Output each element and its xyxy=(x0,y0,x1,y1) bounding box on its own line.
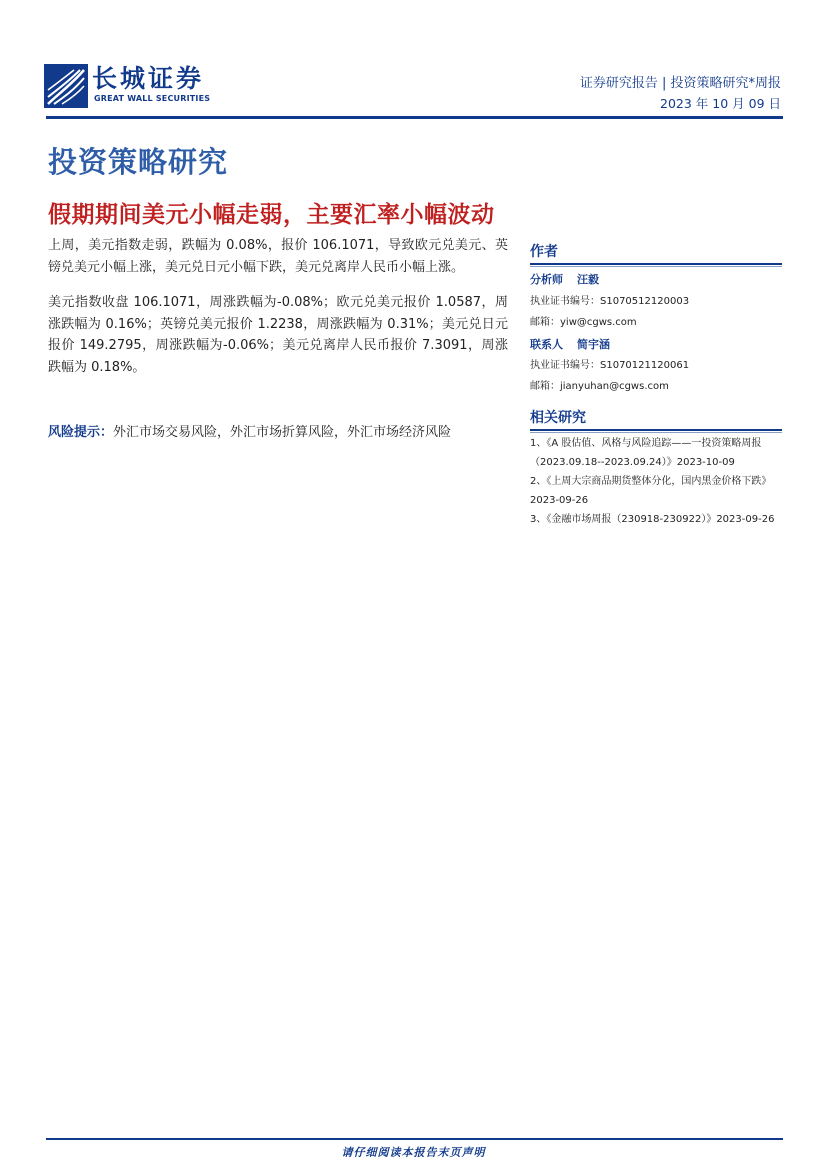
header-divider xyxy=(46,116,783,119)
risk-warning xyxy=(48,422,508,444)
analyst-cert: 执业证书编号：S1070512120003 xyxy=(530,296,690,307)
related-item[interactable]: 1、《A 股估值、风格与风险追踪——一投资策略周报（2023.09.18--2023.09.24）》2023-10-09 xyxy=(530,438,762,468)
report-date: 2023 年 10 月 09 日 xyxy=(660,96,781,111)
report-headline: 假期期间美元小幅走弱，主要汇率小幅波动 xyxy=(48,202,495,228)
logo-text-en: GREAT WALL SECURITIES xyxy=(94,94,211,103)
report-type: 证券研究报告 | 投资策略研究*周报 xyxy=(579,76,781,91)
section-title: 投资策略研究 xyxy=(48,145,229,179)
related-heading xyxy=(530,409,782,431)
authors-heading xyxy=(530,243,782,265)
logo-mark-icon xyxy=(44,64,88,108)
contact-name: 简宇涵 xyxy=(577,338,610,351)
analyst-name-row xyxy=(530,273,782,287)
logo-text-cn: 长城证券 xyxy=(92,64,205,93)
analyst-role: 分析师 xyxy=(530,273,563,286)
detail-paragraph: 美元指数收盘 106.1071，周涨跌幅为-0.08%；欧元兑美元报价 1.0587，周涨跌幅为 0.16%；英镑兑美元报价 1.2238，周涨跌幅为 0.31%；美元兑日元报价 149.2795，周涨跌幅为-0.06%；美元兑离岸人民币报价 7.3091，周涨跌幅为 0.18%。 xyxy=(48,295,508,375)
contact-cert: 执业证书编号：S1070121120061 xyxy=(530,360,690,371)
related-item[interactable]: 2、《上周大宗商品期货整体分化，国内黑金价格下跌》2023-09-26 xyxy=(530,476,772,506)
analyst-name: 汪毅 xyxy=(577,273,599,286)
report-meta xyxy=(580,74,781,114)
contact-name-row xyxy=(530,338,782,352)
related-list xyxy=(530,434,782,529)
analyst-email[interactable]: 邮箱：yiw@cgws.com xyxy=(530,317,637,328)
risk-text: 外汇市场交易风险，外汇市场折算风险，外汇市场经济风险 xyxy=(113,425,452,440)
related-heading-label: 相关研究 xyxy=(530,410,586,426)
footer-disclaimer: 请仔细阅读本报告末页声明 xyxy=(341,1146,486,1159)
authors-heading-label: 作者 xyxy=(530,244,558,260)
contact-role: 联系人 xyxy=(530,338,563,351)
summary-paragraph: 上周，美元指数走弱，跌幅为 0.08%，报价 106.1071，导致欧元兑美元、英镑兑美元小幅上涨，美元兑日元小幅下跌，美元兑离岸人民币小幅上涨。 xyxy=(48,238,508,275)
company-logo xyxy=(44,64,224,108)
related-item[interactable]: 3、《金融市场周报（230918-230922）》2023-09-26 xyxy=(530,514,775,525)
risk-label: 风险提示： xyxy=(48,425,114,440)
contact-email[interactable]: 邮箱：jianyuhan@cgws.com xyxy=(530,381,669,392)
footer-divider xyxy=(46,1138,783,1140)
